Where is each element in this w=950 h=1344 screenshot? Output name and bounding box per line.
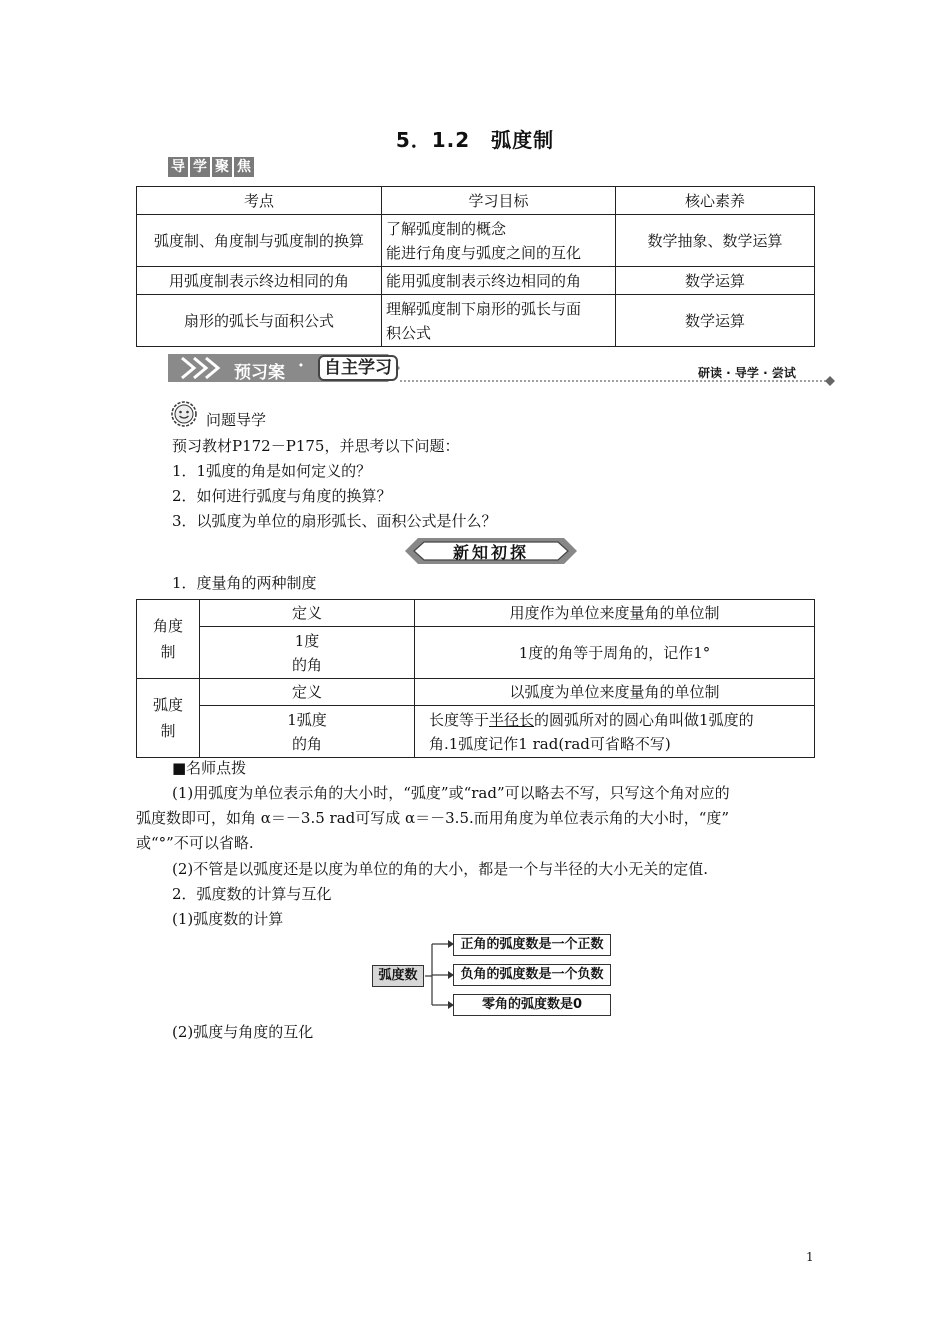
table-header: 学习目标 (382, 187, 616, 215)
focus-tag-char: 焦 (234, 157, 254, 177)
overview-table (136, 186, 815, 347)
section-1-title: 1．度量角的两种制度 (172, 574, 317, 592)
problem-heading: 问题导学 (206, 411, 267, 429)
section-2-sub1: (1)弧度数的计算 (172, 910, 284, 928)
section-2-sub2: (2)弧度与角度的互化 (172, 1023, 314, 1041)
table-cell: 弧度制、角度制与弧度制的换算 (137, 215, 382, 267)
question-item: 1．1弧度的角是如何定义的？ (172, 462, 372, 480)
page-number: 1 (806, 1250, 814, 1264)
table-cell: 理解弧度制下扇形的弧长与面 积公式 (382, 295, 616, 347)
table-cell: 1弧度 的角 (200, 706, 415, 758)
focus-tag (168, 157, 256, 177)
table-cell: 以弧度为单位来度量角的单位制 (415, 679, 815, 706)
tips-p1: (1)用弧度为单位表示角的大小时，“弧度”或“rad”可以略去不写，只写这个角对应的 (172, 784, 730, 802)
focus-tag-char: 导 (168, 157, 188, 177)
tips-heading: ■名师点拨 (172, 759, 247, 777)
banner-right: 自主学习 (318, 355, 398, 381)
table-cell: 1度的角等于周角的，记作1° (415, 627, 815, 679)
table-cell: 定义 (200, 600, 415, 627)
measure-table (136, 599, 815, 758)
focus-tag-char: 聚 (212, 157, 232, 177)
table-header: 核心素养 (616, 187, 815, 215)
new-knowledge-badge: 新知初探 (404, 537, 578, 565)
question-item: 3．以弧度为单位的扇形弧长、面积公式是什么？ (172, 512, 497, 530)
banner-dot: · (298, 356, 304, 376)
tips-p2: (2)不管是以弧度还是以度为单位的角的大小，都是一个与半径的大小无关的定值. (172, 860, 709, 878)
flow-branch: 零角的弧度数是0 (453, 994, 611, 1016)
question-item: 2．如何进行弧度与角度的换算？ (172, 487, 392, 505)
table-row (137, 215, 815, 267)
banner-side: 研读 · 导学 · 尝试 (698, 366, 796, 380)
section-banner (168, 350, 840, 386)
deg-label: 角度 制 (137, 600, 200, 679)
table-header: 考点 (137, 187, 382, 215)
banner-left: 预习案 (234, 363, 285, 383)
table-row (137, 295, 815, 347)
table-row (137, 267, 815, 295)
problem-intro: 预习教材P172－P175，并思考以下问题： (172, 437, 460, 455)
table-cell: 1度 的角 (200, 627, 415, 679)
table-cell: 用度作为单位来度量角的单位制 (415, 600, 815, 627)
flow-branch: 负角的弧度数是一个负数 (453, 964, 611, 986)
rad-label: 弧度 制 (137, 679, 200, 758)
table-cell: 数学运算 (616, 295, 815, 347)
flow-branch: 正角的弧度数是一个正数 (453, 934, 611, 956)
table-cell: 数学抽象、数学运算 (616, 215, 815, 267)
focus-tag-char: 学 (190, 157, 210, 177)
flow-root: 弧度数 (372, 965, 424, 987)
page-title: 5．1.2 弧度制 (395, 128, 555, 152)
table-cell: 长度等于半径长的圆弧所对的圆心角叫做1弧度的 角.1弧度记作1 rad(rad可省略不写) (415, 706, 815, 758)
table-cell: 了解弧度制的概念 能进行角度与弧度之间的互化 (382, 215, 616, 267)
tips-p1: 弧度数即可，如角 α＝－3.5 rad可写成 α＝－3.5.而用角度为单位表示角的大小时，“度” (136, 809, 730, 827)
table-cell: 扇形的弧长与面积公式 (137, 295, 382, 347)
table-cell: 定义 (200, 679, 415, 706)
tips-p1: 或“°”不可以省略. (136, 834, 254, 852)
section-2-title: 2．弧度数的计算与互化 (172, 885, 332, 903)
table-cell: 能用弧度制表示终边相同的角 (382, 267, 616, 295)
smiley-icon (170, 400, 198, 428)
table-cell: 用弧度制表示终边相同的角 (137, 267, 382, 295)
table-cell: 数学运算 (616, 267, 815, 295)
